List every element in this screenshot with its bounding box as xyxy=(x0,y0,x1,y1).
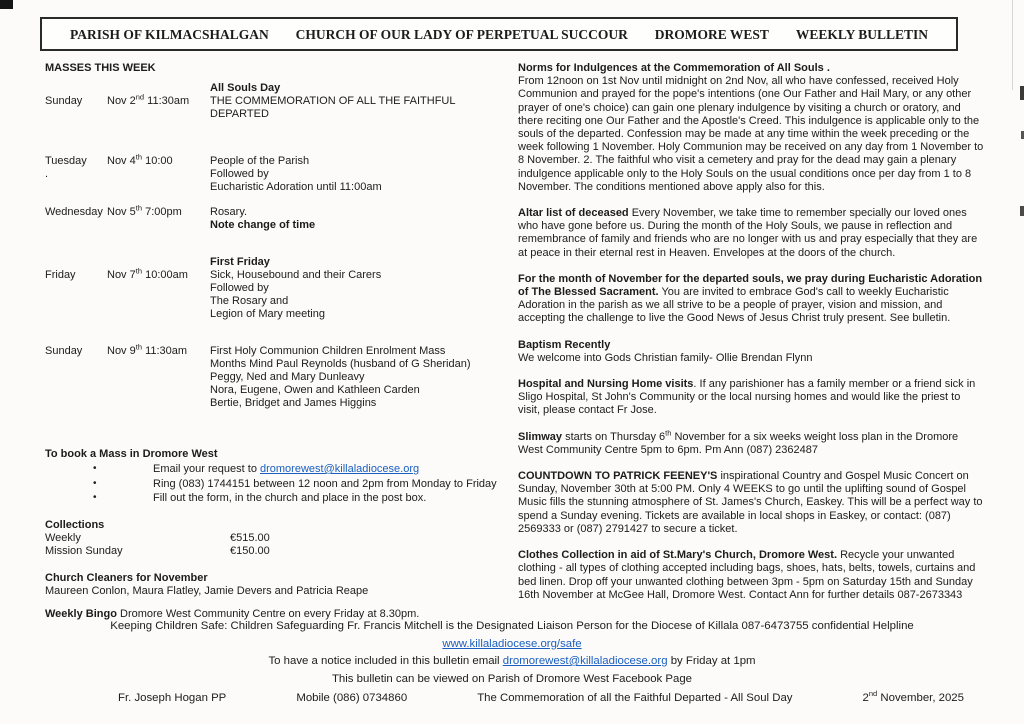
collection-label: Weekly xyxy=(45,531,81,544)
scan-mark-right-3 xyxy=(1020,206,1024,216)
slimway-paragraph: Slimway starts on Thursday 6th November for a six weeks weight loss plan in the Dromore West Community Centre 5pm to 6pm. Pm Ann (087) 2362487 xyxy=(518,428,959,456)
bullet-icon: • xyxy=(93,463,97,474)
clothes-collection-paragraph xyxy=(518,549,985,602)
collection-amount: €150.00 xyxy=(230,544,270,557)
baptism-body: We welcome into Gods Christian family- Ollie Brendan Flynn xyxy=(518,351,813,364)
hospital-visits-paragraph xyxy=(518,378,985,418)
mass-note: Note change of time xyxy=(210,219,316,231)
november-adoration-paragraph xyxy=(518,273,985,326)
mass-row-sunday-nov9: Sunday Nov 9th 11:30am First Holy Communion Children Enrolment Mass Months Mind Paul Reynolds (husband of G Sheridan) Peggy, Ned and Mary Dunleavy Nora, Eugene, Owen and Kathleen Carden Bertie, Bridget and James Higgins xyxy=(45,345,503,410)
bingo-text: Dromore West Community Centre on every Friday at 8.30pm. xyxy=(116,607,420,620)
november-body: You are invited to embrace God's call to weekly Eucharistic Adoration in the parish as we all strive to be a people of prayer, vision and mission, and accepting the challenge to live the Good News of Jesus Christ truly present. See bulletin. xyxy=(518,286,951,325)
mass-date: Nov 2 xyxy=(107,95,136,107)
mass-intention: First Holy Communion Children Enrolment Mass xyxy=(210,345,446,357)
mass-intention: Nora, Eugene, Owen and Kathleen Carden xyxy=(210,384,420,396)
notice-email-link[interactable]: dromorewest@killaladiocese.org xyxy=(502,655,668,667)
altar-body: Every November, we take time to remember specially our loved ones who have gone before us. During the month of the Holy Souls, we pause in reflection and remembrance of family and friends who are no longer with us and pray especially that they are at peace in their eternal rest in Heaven. Envelopes at the doors of the church. xyxy=(518,207,978,259)
bullet-icon: • xyxy=(93,492,97,504)
mass-feast: First Friday xyxy=(210,256,270,268)
mass-intention: DEPARTED xyxy=(210,108,269,120)
mass-intention: Followed by xyxy=(210,282,269,294)
collections-heading: Collections xyxy=(45,518,105,531)
mass-row-wednesday-nov5: Wednesday Nov 5th 7:00pm Rosary. Note change of time xyxy=(45,206,503,232)
mass-date: Nov 5 xyxy=(107,206,136,218)
booking-section xyxy=(45,448,503,506)
bulletin-body xyxy=(45,62,985,621)
mass-intention: Rosary. xyxy=(210,206,248,218)
scan-mark-top-left xyxy=(0,0,13,9)
safeguarding-link[interactable]: www.killaladiocese.org/safe xyxy=(442,637,582,650)
mass-intention: Peggy, Ned and Mary Dunleavy xyxy=(210,371,365,383)
countdown-body: inspirational Country and Gospel Music Concert on Sunday, November 30th at 5:00 PM. Only 4 WEEKS to go until the uplifting sound of Gospel Music fills the stunning atmosphere of St. James's Church, Easkey. This will be a perfect way to spend a Sunday evening. Tickets are available in local shops in Easkey, or contact: (087) 2569333 or (087) 2791427 to secure a ticket. xyxy=(518,470,983,535)
mass-intention: Eucharistic Adoration until 11:00am xyxy=(210,181,382,193)
countdown-paragraph xyxy=(518,470,985,536)
booking-heading: To book a Mass in Dromore West xyxy=(45,448,218,460)
mass-date: Nov 4 xyxy=(107,155,136,167)
parish-title: PARISH OF KILMACSHALGAN xyxy=(70,26,269,42)
mass-day: Wednesday xyxy=(45,206,103,218)
mass-row-friday-nov7: Friday Nov 7th 10:00am First Friday Sick, Housebound and their Carers Followed by The Rosary and Legion of Mary meeting xyxy=(45,256,503,321)
altar-lead: Altar list of deceased xyxy=(518,207,629,220)
church-title: CHURCH OF OUR LADY OF PERPETUAL SUCCOUR xyxy=(295,26,628,42)
clothes-lead: Clothes Collection in aid of St.Mary's Church, Dromore West. xyxy=(518,549,838,562)
mass-intention: Followed by xyxy=(210,168,269,180)
booking-form-text: Fill out the form, in the church and place in the post box. xyxy=(153,492,427,505)
mass-day: Sunday xyxy=(45,95,83,107)
mass-time: 11:30am xyxy=(147,95,190,107)
cleaners-section xyxy=(45,572,503,598)
mass-time: 10:00am xyxy=(145,269,188,281)
email-link[interactable]: dromorewest@killaladiocese.org xyxy=(260,463,420,475)
left-column xyxy=(45,62,503,621)
baptism-paragraph xyxy=(518,339,985,365)
mass-day: Tuesday xyxy=(45,155,87,167)
table-row xyxy=(45,532,503,545)
norms-body: From 12noon on 1st Nov until midnight on 2nd Nov, all who have confessed, received Holy Communion and prayed for the pope's intentions (one Our Father and Hail Mary, or any other prayer of one's choice) can gain one plenary indulgence by visiting a church or oratory, and there reciting one Our Father and the Apostle's Creed. This indulgence is applicable only to the souls of the departed. Confession may be made at any time within the week preceding or the week following 1 November. Holy Communion may be received on any day from 1 November to 8 November. 2. The faithful who visit a cemetery and pray for the dead may gain a plenary indulgence applicable only to the Holy Souls on the usual conditions once per day from 1 to 8 November. The conditions mentioned above apply also for this. xyxy=(518,75,984,193)
november-lead: For the month of November for the departed souls, we pray during Eucharistic Adoration of The Blessed Sacrament. xyxy=(518,272,983,299)
bullet-icon: • xyxy=(93,477,97,489)
collection-label: Mission Sunday xyxy=(45,544,123,557)
booking-list xyxy=(45,462,503,506)
mass-row-tuesday-nov4: Tuesday Nov 4th 10:00 . People of the Parish Followed by Eucharistic Adoration until 11:00am xyxy=(45,155,503,194)
footer-bottom-row xyxy=(0,690,1024,706)
mass-intention: Bertie, Bridget and James Higgins xyxy=(210,397,377,409)
bulletin-title: WEEKLY BULLETIN xyxy=(795,26,928,42)
baptism-heading: Baptism Recently xyxy=(518,338,611,351)
mass-day: Friday xyxy=(45,269,76,281)
table-row xyxy=(45,545,503,558)
mass-intention: Sick, Housebound and their Carers xyxy=(210,269,382,281)
altar-list-paragraph xyxy=(518,207,985,260)
norms-heading: Norms for Indulgences at the Commemoration of All Souls . xyxy=(518,62,830,74)
scan-mark-right-1 xyxy=(1020,86,1024,100)
mass-date: Nov 9 xyxy=(107,345,136,357)
booking-email-text: Email your request to xyxy=(153,463,260,475)
countdown-lead: COUNTDOWN TO PATRICK FEENEY'S xyxy=(518,470,718,483)
bulletin-footer xyxy=(0,620,1024,706)
norms-paragraph xyxy=(518,62,985,194)
mass-feast: All Souls Day xyxy=(210,82,281,94)
list-item xyxy=(45,462,503,477)
right-column xyxy=(503,62,985,621)
list-item xyxy=(45,477,503,492)
bingo-section xyxy=(45,608,503,621)
cleaners-heading: Church Cleaners for November xyxy=(45,571,208,584)
mass-day: Sunday xyxy=(45,345,83,357)
masses-heading: MASSES THIS WEEK xyxy=(45,62,156,74)
occasion-title: The Commemoration of all the Faithful Departed - All Soul Day xyxy=(477,692,793,704)
slimway-lead: Slimway xyxy=(518,430,563,443)
mass-intention: THE COMMEMORATION OF ALL THE FAITHFUL xyxy=(210,95,456,107)
mass-time: 10:00 xyxy=(145,155,173,167)
mass-intention: Months Mind Paul Reynolds (husband of G Sheridan) xyxy=(210,358,471,370)
footer-date: 2nd November, 2025 xyxy=(862,689,964,704)
priest-mobile: Mobile (086) 0734860 xyxy=(296,692,408,704)
hospital-body: . If any parishioner has a family member or a friend sick in Sligo Hospital, St John's Community or the local nursing homes and would like the priest to visit, please contact Fr Jose. xyxy=(518,378,976,417)
mass-intention: The Rosary and xyxy=(210,295,289,307)
mass-time: 11:30am xyxy=(145,345,188,357)
priest-name: Fr. Joseph Hogan PP xyxy=(118,692,227,704)
booking-phone-text: Ring (083) 1744151 between 12 noon and 2pm from Monday to Friday xyxy=(153,477,497,490)
mass-time: 7:00pm xyxy=(145,206,182,218)
collections-section xyxy=(45,519,503,558)
mass-intention: Legion of Mary meeting xyxy=(210,308,325,320)
slimway-pre: starts on Thursday 6 xyxy=(562,430,666,443)
slimway-body: November for a six weeks weight loss plan in the Dromore West Community Centre 5pm to 6pm. Pm Ann (087) 2362487 xyxy=(518,430,959,456)
cleaners-names: Maureen Conlon, Maura Flatley, Jamie Devers and Patricia Reape xyxy=(45,584,369,597)
mass-row-sunday-nov2: Sunday Nov 2nd 11:30am All Souls Day THE COMMEMORATION OF ALL THE FAITHFUL DEPARTED xyxy=(45,82,503,121)
place-title: DROMORE WEST xyxy=(654,26,769,42)
stray-period: . xyxy=(45,168,49,180)
mass-date: Nov 7 xyxy=(107,269,136,281)
notice-pre: To have a notice included in this bulletin email xyxy=(268,655,503,667)
hospital-lead: Hospital and Nursing Home visits xyxy=(518,378,694,391)
scan-edge-line xyxy=(1012,0,1013,90)
bulletin-header xyxy=(40,17,958,51)
list-item xyxy=(45,491,503,506)
bingo-lead: Weekly Bingo xyxy=(45,607,117,620)
collection-amount: €515.00 xyxy=(230,531,270,544)
facebook-line: This bulletin can be viewed on Parish of Dromore West Facebook Page xyxy=(331,672,693,685)
notice-post: by Friday at 1pm xyxy=(667,655,756,667)
safeguarding-line: Keeping Children Safe: Children Safeguarding Fr. Francis Mitchell is the Designated Liaison Person for the Diocese of Killala 087-6473755 confidential Helpline xyxy=(110,620,914,632)
notice-line xyxy=(0,655,1024,669)
clothes-body: Recycle your unwanted clothing - all types of clothing accepted including bags, shoes, hats, belts, towels, curtains and bed linen. Drop off your unwanted clothing between 3pm - 5pm on Saturday 15th and Sunday 16th November at McGee Hall, Dromore West. Contact Ann for further details 087-2673343 xyxy=(518,549,976,601)
mass-intention: People of the Parish xyxy=(210,155,310,167)
